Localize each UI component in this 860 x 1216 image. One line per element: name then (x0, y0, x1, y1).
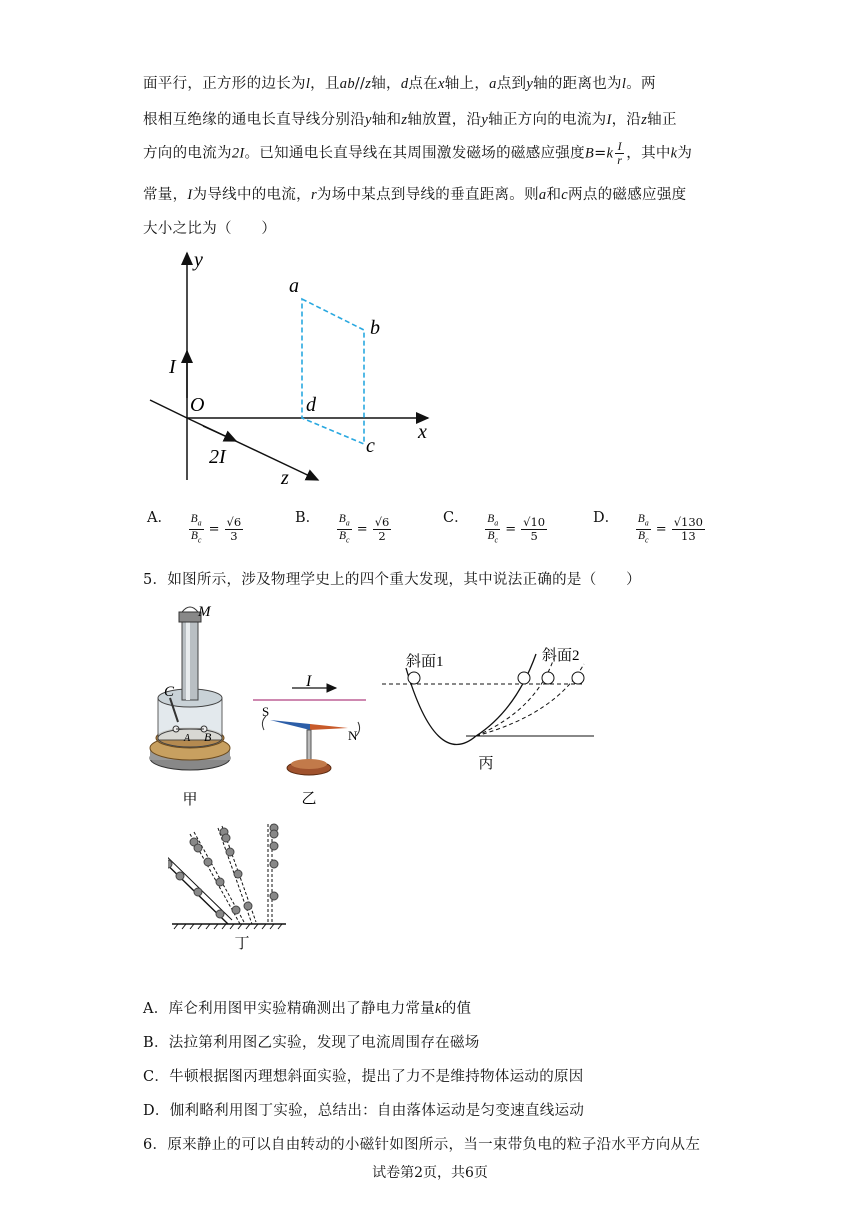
option-C[interactable]: C． $\frac{B_a}{B_c}$ = $\frac{√10}{5}$ (443, 510, 546, 545)
q5-option-B[interactable]: B．法拉第利用图乙实验，发现了电流周围存在磁场 (143, 1035, 480, 1051)
q5-option-D[interactable]: D．伽利略利用图丁实验，总结出：自由落体运动是匀变速直线运动 (143, 1103, 585, 1119)
square-abcd (302, 299, 364, 444)
label-z: z (281, 467, 289, 489)
q6-stem: 6．原来静止的可以自由转动的小磁针如图所示，当一束带负电的粒子沿水平方向从左 (143, 1137, 701, 1153)
svg-text:乙: 乙 (301, 791, 317, 807)
label-b: b (370, 317, 380, 339)
label-2I: 2I (209, 446, 226, 468)
current-2I-arrow (203, 426, 236, 441)
label-a: a (289, 275, 299, 297)
figure-ding-inclines (168, 820, 298, 955)
q4-line-4: 常量，I为导线中的电流，r为场中某点到导线的垂直距离。则a和c两点的磁感应强度 (143, 187, 687, 203)
label-c: c (366, 435, 375, 457)
figure-jia-torsion-balance (140, 598, 240, 808)
figure-bing-slope (376, 640, 596, 775)
svg-text:C: C (164, 684, 175, 700)
q5-stem: 5．如图所示，涉及物理学史上的四个重大发现，其中说法正确的是（ ） (143, 572, 641, 588)
label-x: x (418, 421, 427, 443)
q4-line-1: 面平行，正方形的边长为l，且ab//z轴，d点在x轴上，a点到y轴的距离也为l。两 (143, 76, 656, 92)
svg-text:M: M (198, 604, 211, 620)
svg-text:斜面1: 斜面1 (406, 654, 444, 670)
svg-text:I: I (306, 673, 312, 690)
z-axis-back (150, 400, 187, 418)
svg-text:S: S (262, 704, 270, 719)
label-I: I (169, 356, 176, 378)
label-d: d (306, 394, 316, 416)
svg-text:丁: 丁 (234, 936, 250, 952)
q4-line-2: 根相互绝缘的通电长直导线分别沿y轴和z轴放置，沿y轴正方向的电流为I，沿z轴正 (143, 112, 677, 128)
formula-fraction: $\frac{I}{r}$ (617, 139, 623, 167)
svg-text:N: N (348, 728, 358, 743)
figure-yi-oersted (248, 668, 373, 808)
q5-option-C[interactable]: C．牛顿根据图丙理想斜面实验，提出了力不是维持物体运动的原因 (143, 1069, 584, 1085)
option-B[interactable]: B． $\frac{B_a}{B_c}$ = $\frac{√6}{2}$ (295, 510, 390, 545)
q5-option-A[interactable]: A．库仑利用图甲实验精确测出了静电力常量k的值 (143, 1001, 472, 1017)
label-y: y (194, 249, 203, 271)
q4-line-5: 大小之比为（ ） (143, 221, 277, 237)
svg-text:丙: 丙 (478, 756, 494, 772)
coordinate-figure (140, 248, 440, 493)
label-O: O (190, 394, 205, 416)
page-footer: 试卷第2页，共6页 (372, 1165, 488, 1181)
option-D[interactable]: D． $\frac{B_a}{B_c}$ = $\frac{√130}{13}$ (593, 510, 703, 545)
q4-line-3: 方向的电流为2I。已知通电长直导线在其周围激发磁场的磁感应强度B=k $\frac{I}{r}$ ，其中k为 (143, 139, 693, 167)
option-A[interactable]: A． $\frac{B_a}{B_c}$ = $\frac{√6}{3}$ (147, 510, 242, 545)
svg-text:斜面2: 斜面2 (542, 648, 580, 664)
svg-text:B: B (204, 730, 212, 744)
svg-text:甲: 甲 (182, 792, 198, 808)
svg-text:A: A (184, 733, 191, 744)
